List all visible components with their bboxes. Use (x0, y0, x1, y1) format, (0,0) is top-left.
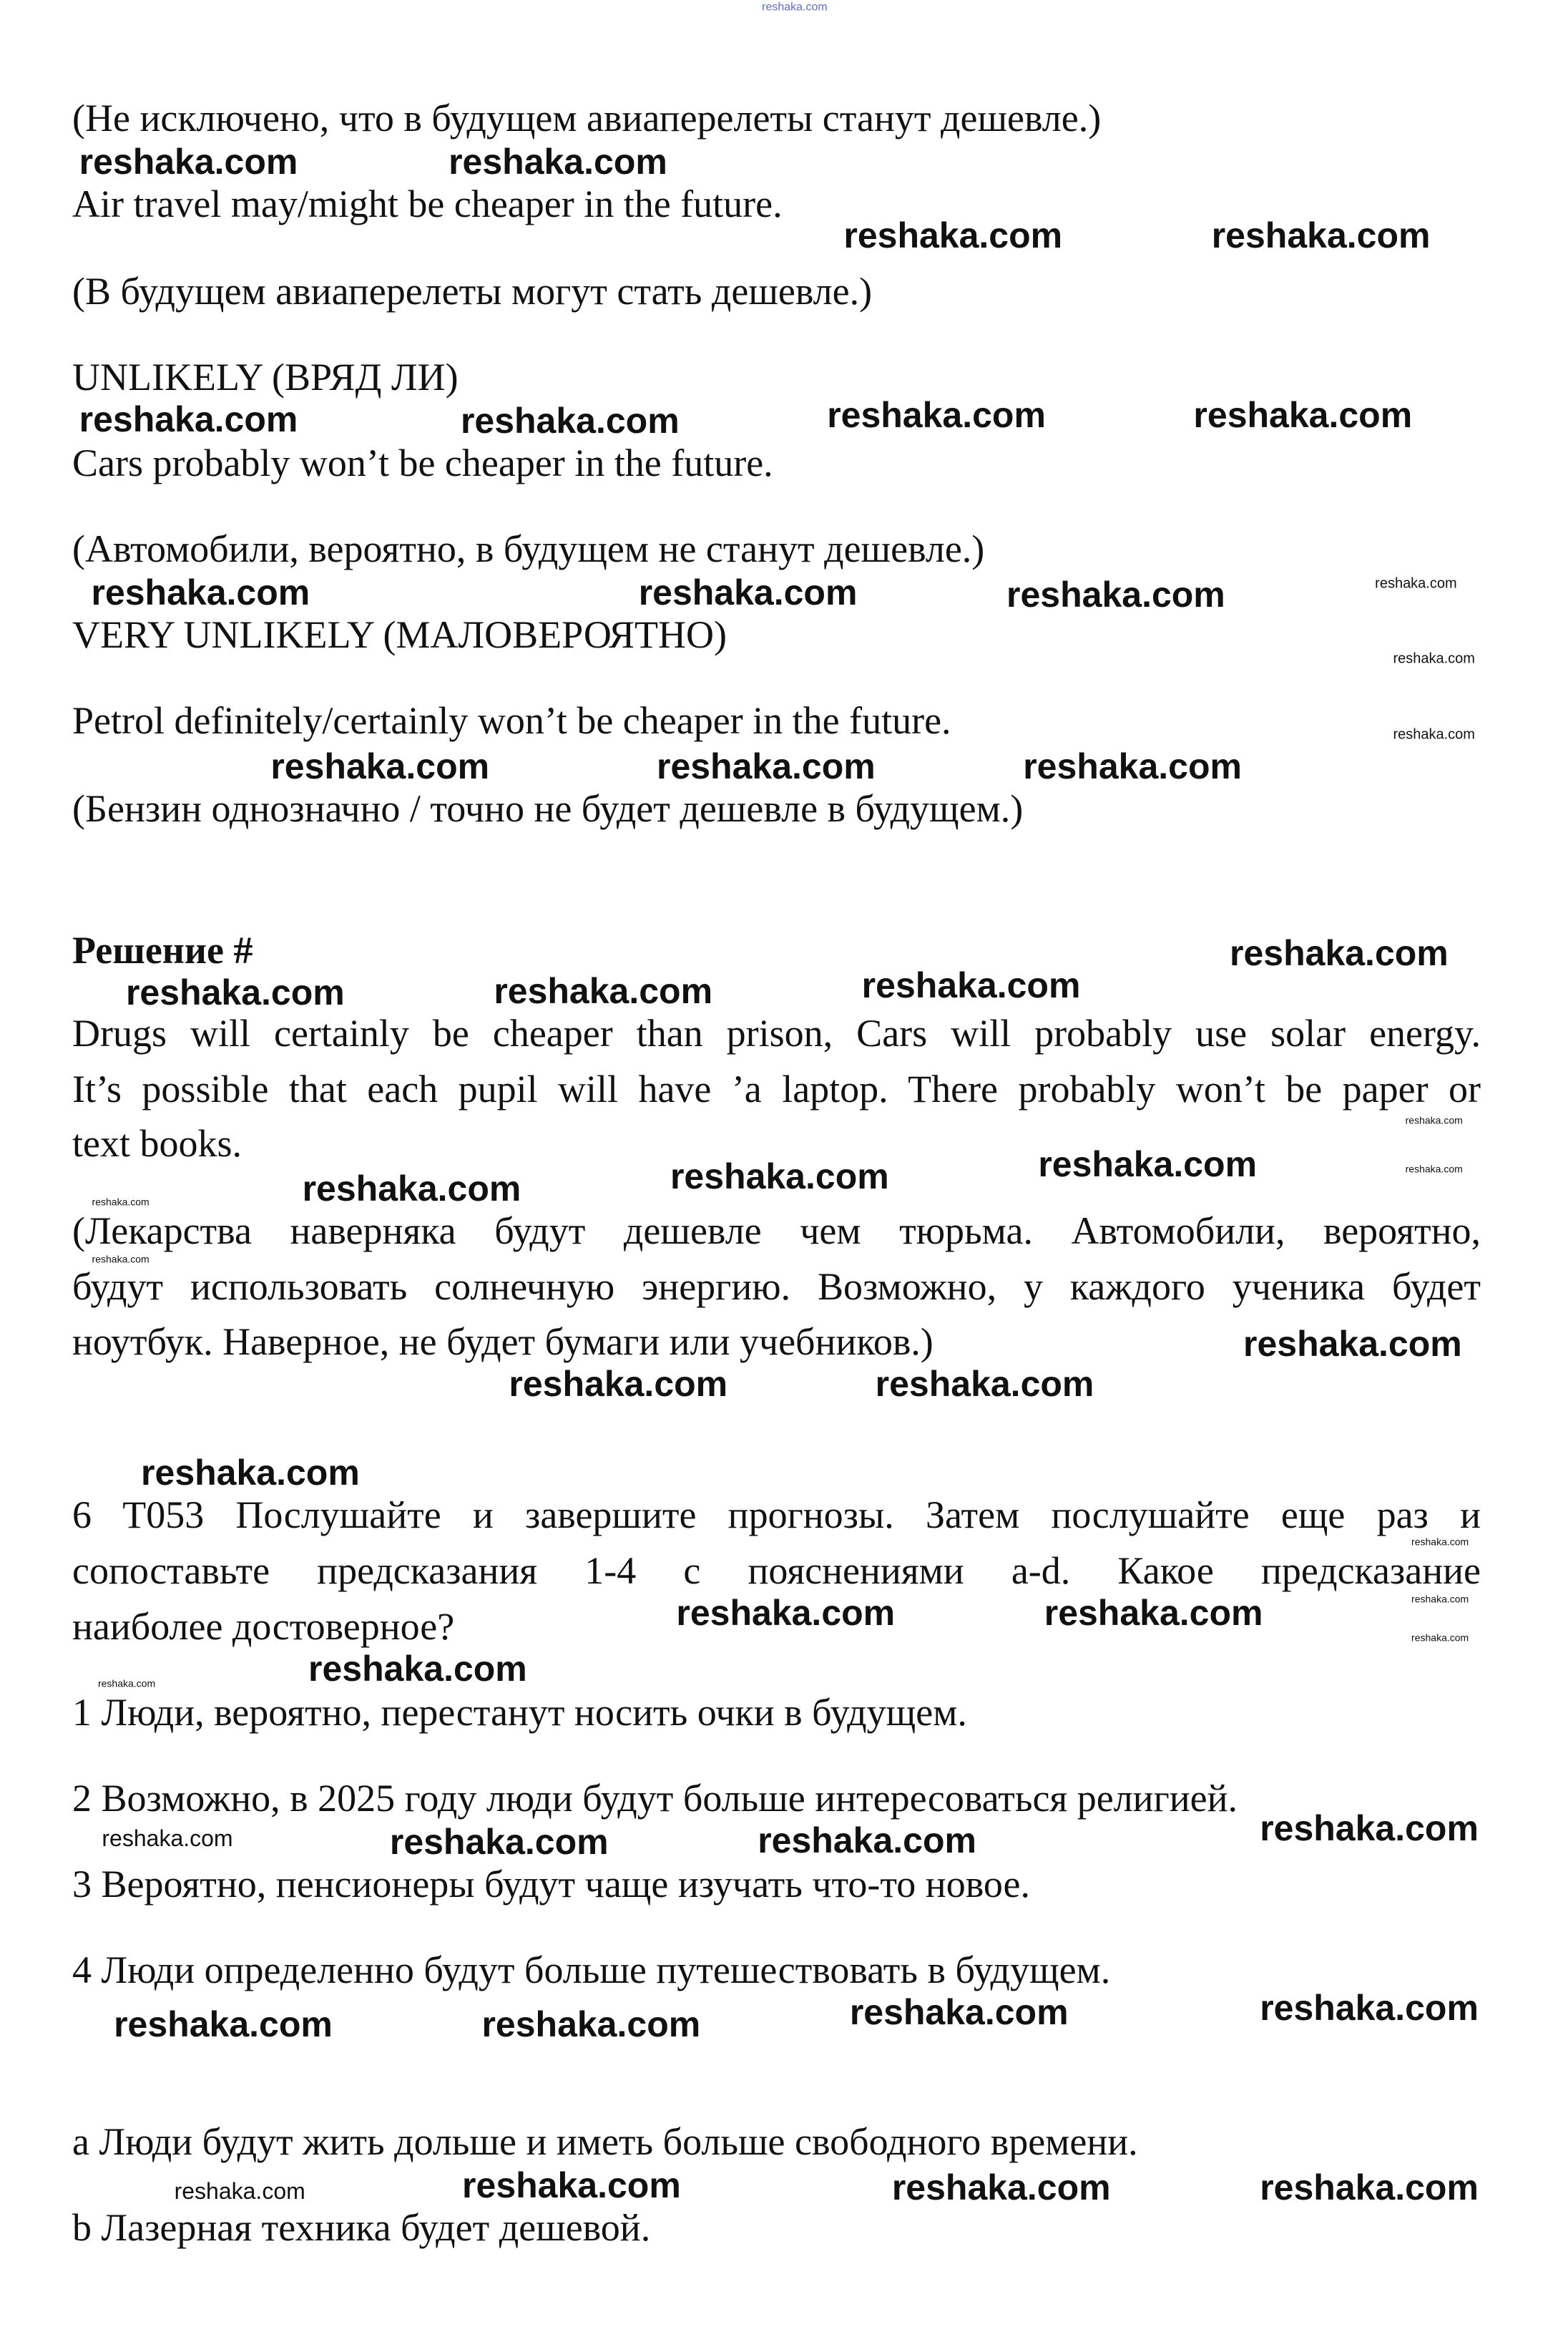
prediction-item: 2 Возможно, в 2025 году люди будут больше интересоваться религией. (72, 1777, 1238, 1820)
watermark: reshaka.com (389, 1821, 609, 1862)
watermark: reshaka.com (1393, 650, 1475, 667)
watermark: reshaka.com (843, 215, 1063, 255)
watermark: reshaka.com (1243, 1323, 1462, 1364)
watermark: reshaka.com (1260, 1987, 1479, 2028)
watermark: reshaka.com (1211, 215, 1431, 255)
watermark: reshaka.com (481, 2004, 701, 2044)
watermark: reshaka.com (460, 400, 680, 441)
task-line: наиболее достоверное? (72, 1605, 455, 1648)
watermark: reshaka.com (1260, 1807, 1479, 1848)
watermark: reshaka.com (125, 972, 345, 1013)
explanation-item: a Люди будут жить дольше и иметь больше свободного времени. (72, 2120, 1138, 2163)
solution-ru-line: будут использовать солнечную энергию. Возможно, у каждого ученика будет (72, 1265, 1481, 1308)
solution-en-line: Drugs will certainly be cheaper than prison, Cars will probably use solar energy. (72, 1012, 1481, 1055)
watermark: reshaka.com (861, 965, 1081, 1005)
watermark: reshaka.com (1393, 726, 1475, 743)
watermark: reshaka.com (97, 1677, 156, 1689)
watermark: reshaka.com (1044, 1593, 1263, 1633)
watermark: reshaka.com (762, 1, 828, 14)
watermark: reshaka.com (638, 572, 858, 613)
watermark: reshaka.com (92, 1254, 150, 1265)
task-line: сопоставьте предсказания 1-4 с пояснениями a-d. Какое предсказание (72, 1549, 1481, 1592)
watermark: reshaka.com (79, 399, 298, 439)
watermark: reshaka.com (174, 2178, 305, 2205)
watermark: reshaka.com (509, 1364, 728, 1404)
watermark: reshaka.com (114, 2004, 333, 2044)
watermark: reshaka.com (91, 572, 310, 613)
watermark: reshaka.com (1230, 933, 1449, 973)
watermark: reshaka.com (79, 141, 298, 182)
watermark: reshaka.com (1260, 2167, 1479, 2207)
watermark: reshaka.com (1023, 746, 1242, 786)
watermark: reshaka.com (1411, 1594, 1469, 1605)
watermark: reshaka.com (676, 1593, 896, 1633)
task-line: 6 T053 Послушайте и завершите прогнозы. Затем послушайте еще раз и (72, 1493, 1481, 1536)
watermark: reshaka.com (891, 2167, 1111, 2207)
solution-heading: Решение # (72, 929, 253, 972)
watermark: reshaka.com (875, 1364, 1094, 1404)
watermark: reshaka.com (494, 970, 713, 1011)
watermark: reshaka.com (656, 746, 876, 786)
watermark: reshaka.com (141, 1452, 360, 1493)
watermark: reshaka.com (308, 1649, 527, 1689)
watermark: reshaka.com (1375, 575, 1457, 592)
explanation-item: b Лазерная техника будет дешевой. (72, 2206, 651, 2249)
text-line: (Бензин однозначно / точно не будет дешевле в будущем.) (72, 787, 1024, 830)
solution-en-line: text books. (72, 1122, 242, 1165)
watermark: reshaka.com (758, 1820, 976, 1860)
prediction-item: 1 Люди, вероятно, перестанут носить очки в будущем. (72, 1691, 967, 1734)
watermark: reshaka.com (92, 1196, 150, 1208)
watermark: reshaka.com (102, 1825, 233, 1851)
watermark: reshaka.com (462, 2165, 681, 2205)
watermark: reshaka.com (302, 1168, 521, 1209)
text-line: Air travel may/might be cheaper in the future. (72, 182, 783, 225)
watermark: reshaka.com (1405, 1163, 1463, 1175)
solution-ru-line: ноутбук. Наверное, не будет бумаги или учебников.) (72, 1320, 934, 1363)
watermark: reshaka.com (1006, 574, 1225, 615)
text-line: UNLIKELY (ВРЯД ЛИ) (72, 356, 459, 399)
watermark: reshaka.com (1038, 1144, 1258, 1185)
watermark: reshaka.com (1411, 1631, 1469, 1644)
text-line: (Автомобили, вероятно, в будущем не станут дешевле.) (72, 527, 985, 570)
text-line: (В будущем авиаперелеты могут стать дешевле.) (72, 270, 873, 313)
text-line: (Не исключено, что в будущем авиаперелеты станут дешевле.) (72, 97, 1102, 140)
watermark: reshaka.com (849, 1992, 1069, 2032)
watermark: reshaka.com (449, 141, 667, 182)
watermark: reshaka.com (827, 394, 1046, 435)
text-line: VERY UNLIKELY (МАЛОВЕРОЯТНО) (72, 613, 727, 656)
watermark: reshaka.com (1405, 1114, 1463, 1126)
prediction-item: 3 Вероятно, пенсионеры будут чаще изучать что-то новое. (72, 1863, 1030, 1906)
prediction-item: 4 Люди определенно будут больше путешествовать в будущем. (72, 1948, 1111, 1991)
solution-en-line: It’s possible that each pupil will have ’a laptop. There probably won’t be paper or (72, 1068, 1481, 1111)
text-line: Cars probably won’t be cheaper in the future. (72, 441, 773, 484)
watermark: reshaka.com (1411, 1536, 1469, 1548)
watermark: reshaka.com (270, 746, 490, 786)
solution-ru-line: (Лекарства наверняка будут дешевле чем тюрьма. Автомобили, вероятно, (72, 1209, 1481, 1252)
watermark: reshaka.com (670, 1156, 889, 1196)
text-line: Petrol definitely/certainly won’t be cheaper in the future. (72, 699, 951, 742)
watermark: reshaka.com (1193, 394, 1413, 435)
